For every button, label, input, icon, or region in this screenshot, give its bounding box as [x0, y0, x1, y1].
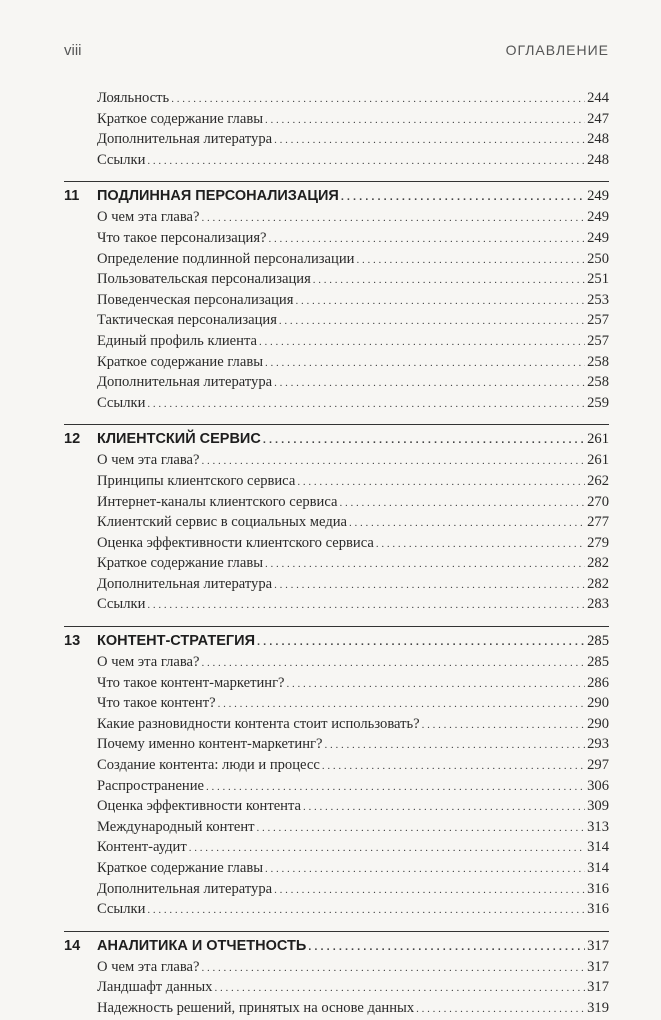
page-ref: 249: [587, 209, 609, 226]
dot-leader: [202, 957, 586, 979]
entry-title: Ссылки: [97, 151, 146, 168]
entry-title: О чем эта глава?: [97, 209, 200, 226]
dot-leader: [274, 574, 585, 596]
page-ref: 247: [587, 110, 609, 127]
chapter-heading: [64, 181, 609, 207]
toc-entry: [64, 553, 609, 574]
page-ref: 285: [587, 654, 609, 671]
dot-leader: [263, 428, 585, 451]
chapter-number: 11: [64, 188, 80, 205]
page-ref: 317: [587, 937, 609, 954]
chapter-heading: [64, 424, 609, 450]
toc-entry: [64, 998, 609, 1019]
dot-leader: [171, 88, 585, 110]
entry-title: Клиентский сервис в социальных медиа: [97, 514, 348, 531]
entry-title: Надежность решений, принятых на основе данных: [97, 999, 415, 1016]
page-ref: 317: [587, 979, 609, 996]
toc-entry: [64, 977, 609, 998]
dot-leader: [206, 776, 585, 798]
toc-entry: [64, 755, 609, 776]
page-ref: 258: [587, 374, 609, 391]
toc-entry: [64, 269, 609, 290]
chapter-title: ПОДЛИННАЯ ПЕРСОНАЛИЗАЦИЯ: [97, 188, 339, 205]
page-ref: 306: [587, 777, 609, 794]
toc-entry: [64, 310, 609, 331]
entry-title: Ссылки: [97, 596, 146, 613]
toc-entry: [64, 673, 609, 694]
dot-leader: [214, 977, 585, 999]
dot-leader: [340, 492, 586, 514]
chapter-label: [64, 935, 306, 957]
dot-leader: [274, 879, 585, 901]
page-ref: 251: [587, 271, 609, 288]
page-ref: 249: [587, 229, 609, 246]
entry-title: Создание контента: люди и процесс: [97, 757, 320, 774]
entry-title: Какие разновидности контента стоит использовать?: [97, 715, 420, 732]
page-ref: 283: [587, 596, 609, 613]
entry-title: Единый профиль клиента: [97, 332, 257, 349]
entry-title: Дополнительная литература: [97, 131, 273, 148]
page-ref: 258: [587, 353, 609, 370]
page-ref: 293: [587, 736, 609, 753]
toc-entry: [64, 776, 609, 797]
chapter-title: КЛИЕНТСКИЙ СЕРВИС: [97, 431, 261, 448]
dot-leader: [269, 228, 586, 250]
dot-leader: [265, 352, 585, 374]
chapter-title: АНАЛИТИКА И ОТЧЕТНОСТЬ: [97, 937, 307, 954]
entry-title: О чем эта глава?: [97, 958, 200, 975]
entry-title: Дополнительная литература: [97, 575, 273, 592]
entry-title: Дополнительная литература: [97, 374, 273, 391]
toc-entry: [64, 817, 609, 838]
entry-title: Что такое персонализация?: [97, 229, 267, 246]
page-ref: 282: [587, 555, 609, 572]
dot-leader: [341, 185, 585, 208]
dot-leader: [303, 796, 585, 818]
toc-entry: [64, 88, 609, 109]
page-header: [64, 42, 609, 59]
entry-title: Пользовательская персонализация: [97, 271, 311, 288]
chapter-title: КОНТЕНТ-СТРАТЕГИЯ: [97, 633, 255, 650]
toc-entry: [64, 512, 609, 533]
page-ref: 314: [587, 839, 609, 856]
dot-leader: [376, 533, 585, 555]
toc-entry: [64, 858, 609, 879]
page-ref: 279: [587, 534, 609, 551]
entry-title: Поведенческая персонализация: [97, 291, 294, 308]
page-ref: 250: [587, 250, 609, 267]
dot-leader: [313, 269, 585, 291]
toc-entry: [64, 290, 609, 311]
page-ref: 277: [587, 514, 609, 531]
dot-leader: [147, 150, 585, 172]
toc-entry: [64, 352, 609, 373]
page-ref: 261: [587, 431, 609, 448]
dot-leader: [322, 755, 585, 777]
page-ref: 297: [587, 757, 609, 774]
chapter-label: [64, 428, 261, 450]
entry-title: Контент-аудит: [97, 839, 187, 856]
entry-title: Краткое содержание главы: [97, 353, 264, 370]
entry-title: Интернет-каналы клиентского сервиса: [97, 493, 338, 510]
page-ref: 290: [587, 715, 609, 732]
toc-entry: [64, 450, 609, 471]
page-ref: 261: [587, 452, 609, 469]
entry-title: Ландшафт данных: [97, 979, 213, 996]
page-number: viii: [64, 42, 82, 59]
page-ref: 249: [587, 188, 609, 205]
toc-entry: [64, 652, 609, 673]
entry-title: Краткое содержание главы: [97, 555, 264, 572]
toc-entry: [64, 796, 609, 817]
dot-leader: [324, 734, 585, 756]
dot-leader: [218, 693, 586, 715]
page-ref: 262: [587, 472, 609, 489]
page-ref: 317: [587, 958, 609, 975]
entry-title: Что такое контент?: [97, 695, 216, 712]
toc-entry: [64, 249, 609, 270]
page-ref: 290: [587, 695, 609, 712]
chapter-number: 13: [64, 633, 81, 650]
toc-entry: [64, 471, 609, 492]
toc-entry: [64, 492, 609, 513]
page-ref: 257: [587, 332, 609, 349]
page-ref: 286: [587, 674, 609, 691]
chapter-number: 14: [64, 937, 81, 954]
entry-title: Краткое содержание главы: [97, 110, 264, 127]
dot-leader: [189, 837, 585, 859]
entry-title: Оценка эффективности клиентского сервиса: [97, 534, 374, 551]
dot-leader: [265, 553, 585, 575]
page-ref: 316: [587, 880, 609, 897]
entry-title: Лояльность: [97, 90, 170, 106]
toc-entry: [64, 574, 609, 595]
page-ref: 248: [587, 151, 609, 168]
dot-leader: [257, 817, 586, 839]
page-ref: 313: [587, 818, 609, 835]
entry-title: Краткое содержание главы: [97, 860, 264, 876]
dot-leader: [257, 630, 585, 653]
entry-title: Международный контент: [97, 818, 255, 835]
page-ref: 282: [587, 575, 609, 592]
toc-entry: [64, 331, 609, 352]
toc-entry: [64, 207, 609, 228]
dot-leader: [349, 512, 585, 534]
entry-title: Оценка эффективности контента: [97, 798, 302, 815]
dot-leader: [297, 471, 585, 493]
toc-entry: [64, 129, 609, 150]
chapter-label: [64, 630, 255, 652]
toc-entry: [64, 957, 609, 978]
entry-title: О чем эта глава?: [97, 452, 200, 469]
dot-leader: [274, 129, 585, 151]
dot-leader: [265, 109, 585, 131]
toc-entry: [64, 594, 609, 615]
entry-title: Ссылки: [97, 901, 146, 918]
dot-leader: [287, 673, 586, 695]
toc-entry: [64, 714, 609, 735]
page-ref: 248: [587, 131, 609, 148]
toc-entry: [64, 393, 609, 414]
page-ref: 259: [587, 394, 609, 411]
entry-title: Что такое контент-маркетинг?: [97, 674, 285, 691]
dot-leader: [416, 998, 585, 1020]
toc-entry: [64, 228, 609, 249]
dot-leader: [147, 393, 585, 415]
table-of-contents: [64, 88, 609, 1019]
dot-leader: [356, 249, 585, 271]
toc-entry: [64, 533, 609, 554]
dot-leader: [202, 207, 586, 229]
entry-title: О чем эта глава?: [97, 654, 200, 671]
entry-title: Тактическая персонализация: [97, 312, 277, 329]
toc-entry: [64, 837, 609, 858]
dot-leader: [295, 290, 585, 312]
dot-leader: [422, 714, 585, 736]
dot-leader: [308, 935, 585, 958]
page-ref: 270: [587, 493, 609, 510]
toc-entry: [64, 109, 609, 130]
toc-entry: [64, 899, 609, 920]
toc-entry: [64, 693, 609, 714]
entry-title: Распространение: [97, 777, 205, 794]
running-head: ОГЛАВЛЕНИЕ: [505, 42, 609, 58]
toc-entry: [64, 150, 609, 171]
chapter-heading: [64, 626, 609, 652]
dot-leader: [202, 652, 586, 674]
page-ref: 309: [587, 798, 609, 815]
toc-entry: [64, 879, 609, 900]
dot-leader: [147, 594, 585, 616]
dot-leader: [202, 450, 586, 472]
dot-leader: [259, 331, 585, 353]
page-ref: 257: [587, 312, 609, 329]
dot-leader: [265, 858, 585, 880]
chapter-label: [64, 185, 339, 207]
toc-entry: [64, 372, 609, 393]
page-ref: 244: [587, 90, 609, 106]
page-ref: 316: [587, 901, 609, 918]
page-ref: 285: [587, 633, 609, 650]
dot-leader: [279, 310, 585, 332]
chapter-heading: [64, 931, 609, 957]
toc-entry: [64, 734, 609, 755]
page-ref: 253: [587, 291, 609, 308]
page-ref: 314: [587, 860, 609, 876]
entry-title: Почему именно контент-маркетинг?: [97, 736, 323, 753]
entry-title: Принципы клиентского сервиса: [97, 472, 296, 489]
dot-leader: [147, 899, 585, 921]
page-ref: 319: [587, 999, 609, 1016]
entry-title: Дополнительная литература: [97, 880, 273, 897]
chapter-number: 12: [64, 431, 81, 448]
dot-leader: [274, 372, 585, 394]
entry-title: Определение подлинной персонализации: [97, 250, 355, 267]
entry-title: Ссылки: [97, 394, 146, 411]
